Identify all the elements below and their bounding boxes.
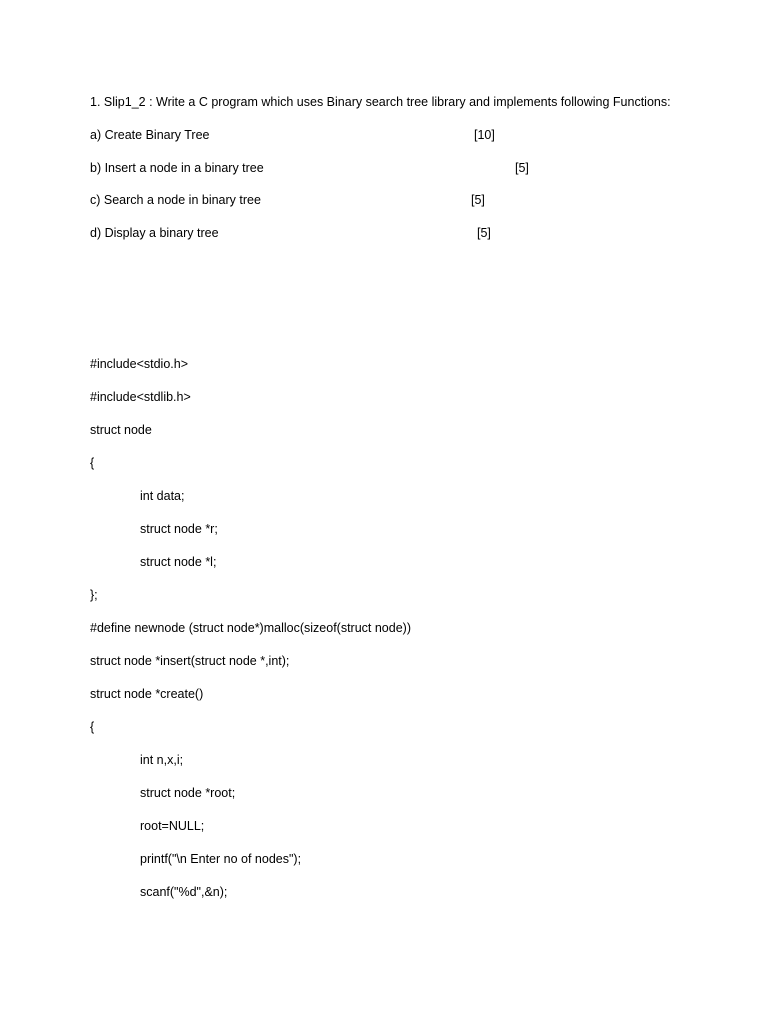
code-line: #define newnode (struct node*)malloc(sizeof(struct node)): [90, 621, 411, 635]
item-c-marks: [5]: [471, 193, 485, 207]
code-line: struct node *create(): [90, 687, 204, 701]
code-line: struct node *l;: [140, 555, 217, 569]
item-c-text: c) Search a node in binary tree: [90, 193, 261, 207]
item-d-text: d) Display a binary tree: [90, 226, 219, 240]
code-line: struct node *insert(struct node *,int);: [90, 654, 290, 668]
code-line: int data;: [140, 489, 185, 503]
code-line: root=NULL;: [140, 819, 205, 833]
code-line: #include<stdio.h>: [90, 357, 188, 371]
item-d-marks: [5]: [477, 226, 491, 240]
code-line: {: [90, 720, 95, 734]
question-heading: 1. Slip1_2 : Write a C program which uses Binary search tree library and implements following Functions:: [90, 95, 671, 109]
code-line: struct node *root;: [140, 786, 236, 800]
code-line: #include<stdlib.h>: [90, 390, 191, 404]
code-line: printf("\n Enter no of nodes");: [140, 852, 302, 866]
code-line: struct node: [90, 423, 152, 437]
item-b-marks: [5]: [515, 161, 529, 175]
code-line: int n,x,i;: [140, 753, 184, 767]
code-line: {: [90, 456, 95, 470]
code-line: scanf("%d",&n);: [140, 885, 228, 899]
item-b-text: b) Insert a node in a binary tree: [90, 161, 264, 175]
code-line: struct node *r;: [140, 522, 218, 536]
item-a-text: a) Create Binary Tree: [90, 128, 210, 142]
code-line: };: [90, 588, 98, 602]
item-a-marks: [10]: [474, 128, 495, 142]
